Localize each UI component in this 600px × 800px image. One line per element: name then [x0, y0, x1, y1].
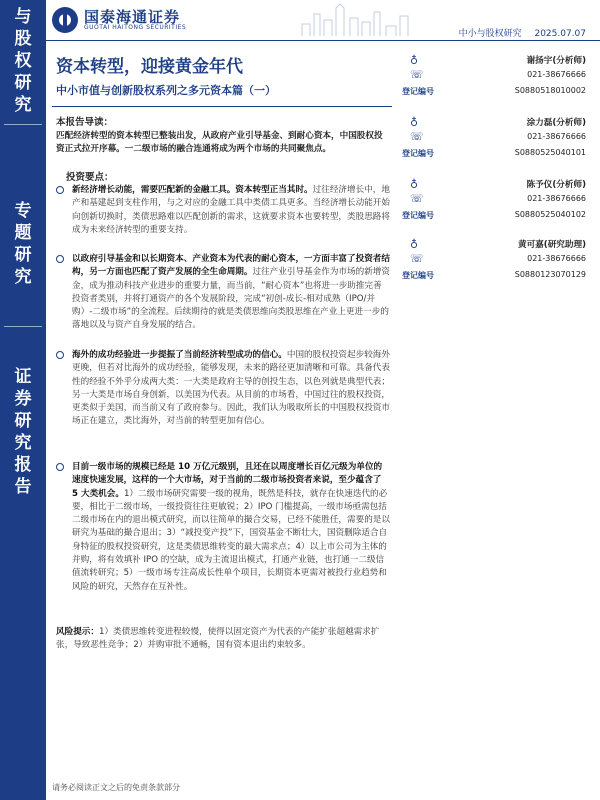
disclaimer-footer: 请务必阅读正文之后的免责条款部分: [52, 783, 180, 792]
analyst-phone: 021-38676666: [527, 70, 586, 79]
logo-english-name: GUOTAI HAITONG SECURITIES: [84, 24, 187, 31]
analyst-name: 谢扬宇(分析师): [526, 56, 586, 66]
key-points-heading: 投资要点：: [66, 172, 114, 183]
sidebar-char: 究: [14, 267, 32, 287]
key-point: [56, 184, 390, 237]
phone-icon: ☏: [410, 252, 424, 265]
key-point-body: 过往产业引导基金作为市场的新增资金，成为推动科技产业进步的重要力量，而当前，“耐心资本”也将进一步助推完善投资者类别，并将打通资产的各个发展阶段，完成“初创-成长-相对成熟（IPO/并购）-二级市场”的全流程。后续期待的就是类债思维向类股思维在产业上更进一步的落地以及与资产自身发展的结合。: [72, 267, 390, 331]
analyst-name: 涂力磊(分析师): [526, 118, 586, 128]
sidebar-char: 权: [14, 51, 32, 71]
key-point-body: 过往经济增长中，地产和基建起到支柱作用，与之对应的金融工具中类债工具更多。当经济增长动能开始向创新切换时，类债思路难以匹配创新的需求，这就要求资本也要转型，类股思路将成为未来经济转型的重要支持。: [72, 185, 390, 235]
sidebar-section-equity-research: [0, 6, 46, 116]
risk-warning: [56, 626, 390, 653]
sidebar-char: 研: [14, 73, 32, 93]
report-subtitle: 中小市值与创新股权系列之多元资本篇（一）: [56, 84, 276, 97]
person-icon: ♁: [410, 116, 419, 129]
risk-text: 1）类债思维转变进程较慢，使得以固定资产为代表的产能扩张超越需求扩张，导致恶性竞争；2）并购审批不通畅，国有资本退出约束较多。: [56, 627, 380, 651]
company-logo: [52, 6, 252, 34]
logo-chinese-name: 国泰海通证券: [84, 8, 181, 26]
analyst-reg-number: S0880525040101: [514, 148, 586, 157]
risk-heading: 风险提示：: [56, 627, 99, 637]
sidebar-section-special-research: [0, 200, 46, 288]
sidebar-divider: [4, 326, 42, 327]
report-date: 2025.07.07: [534, 29, 586, 39]
analyst-reg-number: S0880123070129: [514, 270, 586, 279]
bullet-icon: [56, 351, 64, 359]
sidebar-section-securities-report: [0, 366, 46, 498]
analyst-name: 黄可嘉(研究助理): [517, 240, 586, 250]
bullet-icon: [56, 255, 64, 263]
sidebar-divider: [4, 124, 42, 125]
analyst-phone: 021-38676666: [527, 132, 586, 141]
sidebar-char: 研: [14, 411, 32, 431]
analyst-reg-label: 登记编号: [402, 271, 434, 280]
analyst-card: [400, 116, 590, 174]
sidebar-char: 研: [14, 245, 32, 265]
guide-heading: 本报告导读：: [56, 117, 114, 128]
sidebar-char: 究: [14, 433, 32, 453]
person-icon: ♁: [410, 178, 419, 191]
person-icon: ♁: [410, 238, 419, 251]
guide-text: 匹配经济转型的资本转型已整装出发，从政府产业引导基金、到耐心资本，中国股权投资正式拉开序幕。一二级市场的融合连通将成为两个市场的共同聚焦点。: [56, 131, 383, 154]
key-point-lead: 以政府引导基金和以长期资本、产业资本为代表的耐心资本，一方面丰富了投资者结构，另一方面也匹配了资产发展的全生命周期。: [72, 254, 390, 278]
analyst-reg-label: 登记编号: [402, 211, 434, 220]
city-skyline-icon: [300, 2, 420, 36]
analyst-reg-label: 登记编号: [402, 149, 434, 158]
report-title: 资本转型，迎接黄金年代: [56, 57, 243, 77]
analyst-name: 陈予仪(分析师): [526, 180, 586, 190]
analyst-phone: 021-38676666: [527, 254, 586, 263]
key-point-body: 1）二级市场研究需要一级的视角，既然是科技，就存在快速迭代的必要，相比于二级市场，一级投资往往更敏锐；2）IPO 门槛提高，一级市场亟需包括二级市场在内的退出模式研究，而以往简单的撮合交易，已经不能胜任，需要的是以研究为基础的撮合退出；3）“减投变产投”下，国资基金不断壮大，国资删除适合自身特征的股权投资研究，这是类债思维转变的最大需求点；4）以上市公司为主体的并购，将有效填补 IPO 的空缺，成为主流退出模式，打通产业链，也打通一二级信值流转研究；5）一级市场专注高成长性单个项目，长期资本更需对被投行业趋势和风险的研究，天然存在互补性。: [72, 488, 390, 592]
sidebar-char: 券: [14, 389, 32, 409]
key-point-body: 中国的股权投资起步较海外更晚，但若对比海外的成功经验，能够发现，未来的路径更加清晰和可靠。具备代表性的经验不外乎分成两大类：一大类是政府主导的创投生态，以色列就是典型代表；另一大类是市场自身创新，以美国为代表。从目前的市场看，中国过往的股权投资，更类似于美国，而当前又有了政府参与。因此，我们认为吸取所长的中国股权投资市场正在建立，类比海外，对当前的转型更加有信心。: [72, 350, 390, 427]
report-series: 中小与股权研究: [458, 29, 522, 39]
sidebar-char: 专: [14, 201, 32, 221]
sidebar-char: 与: [14, 7, 32, 27]
sidebar-char: 题: [14, 223, 32, 243]
bullet-icon: [56, 463, 64, 471]
header-divider: [46, 40, 600, 41]
analyst-reg-number: S0880525040102: [514, 210, 586, 219]
person-icon: ♁: [410, 54, 419, 67]
phone-icon: ☏: [410, 130, 424, 143]
phone-icon: ☏: [410, 192, 424, 205]
analyst-reg-label: 登记编号: [402, 87, 434, 96]
analyst-card: [400, 178, 590, 236]
key-point: [56, 253, 390, 333]
logo-mark-icon: [52, 7, 78, 33]
sidebar-char: 股: [14, 29, 32, 49]
analyst-phone: 021-38676666: [527, 194, 586, 203]
sidebar-char: 证: [14, 367, 32, 387]
sidebar-char: 报: [14, 455, 32, 475]
key-point: [56, 461, 390, 594]
phone-icon: ☏: [410, 68, 424, 81]
key-point-lead: 新经济增长动能，需要匹配新的金融工具。资本转型正当其时。: [72, 185, 313, 195]
bullet-icon: [56, 186, 64, 194]
sidebar-char: 究: [14, 95, 32, 115]
analyst-reg-number: S0880518010002: [514, 86, 586, 95]
analyst-card: [400, 238, 590, 296]
key-point-lead: 海外的成功经验进一步提振了当前经济转型成功的信心。: [72, 350, 287, 360]
key-point-lead: 目前一级市场的规模已经是 10 万亿元级别，且还在以周度增长百亿元级为单位的速度快速发展，这样的一个大市场，对于当前的二级市场投资者来说，至少蕴含了 5 大类机会。: [72, 462, 383, 499]
header-meta: [449, 26, 586, 39]
sidebar-char: 告: [14, 477, 32, 497]
key-point: [56, 349, 390, 429]
title-divider: [52, 106, 392, 107]
analyst-card: [400, 54, 590, 112]
